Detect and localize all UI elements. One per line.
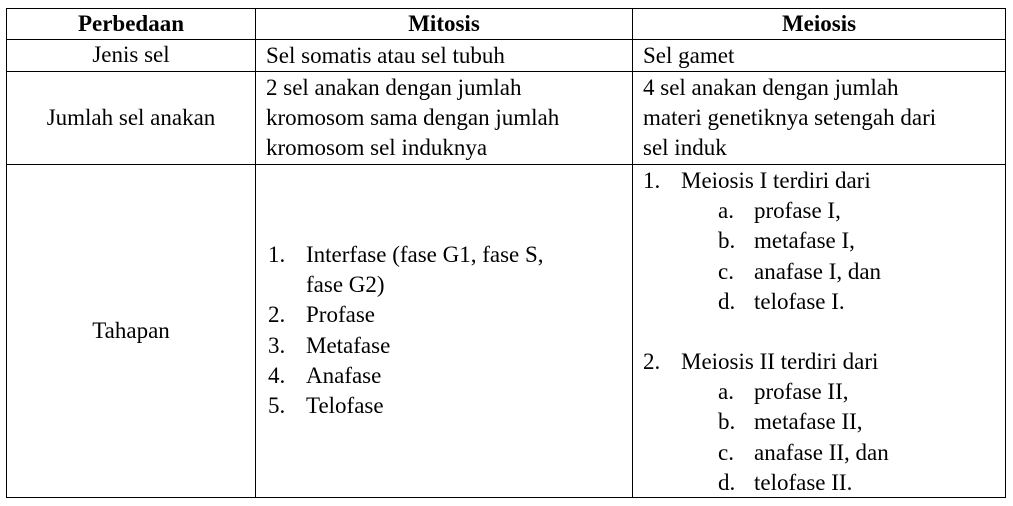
step-text: fase G2) bbox=[306, 272, 385, 298]
meiosis-substep bbox=[643, 377, 1005, 407]
jumlah-meiosis-line: materi genetiknya setengah dari bbox=[643, 105, 937, 131]
meiosis-substep bbox=[643, 226, 1005, 256]
row-jenis-sel-mitosis bbox=[255, 39, 633, 72]
step-text: Meiosis I terdiri dari bbox=[681, 168, 871, 193]
substep-letter: c. bbox=[718, 258, 734, 284]
step-text: Telofase bbox=[306, 393, 384, 419]
step-number: 2. bbox=[643, 349, 661, 375]
mitosis-step bbox=[268, 331, 632, 361]
meiosis-substep bbox=[643, 257, 1005, 287]
row-tahapan-mitosis bbox=[255, 164, 633, 498]
jumlah-mitosis-line: kromosom sel induknya bbox=[266, 135, 488, 161]
header-meiosis-text: Meiosis bbox=[781, 11, 857, 36]
step-number: 5. bbox=[268, 393, 286, 419]
step-text: Metafase bbox=[306, 332, 391, 358]
meiosis-substep bbox=[643, 438, 1005, 468]
row-tahapan-meiosis bbox=[632, 164, 1006, 498]
meiosis-substep bbox=[643, 468, 1005, 498]
mitosis-step bbox=[268, 240, 632, 300]
substep-text: telofase I. bbox=[754, 288, 845, 314]
step-number: 1. bbox=[268, 242, 286, 267]
substep-text: anafase I, dan bbox=[754, 258, 882, 284]
substep-text: metafase II, bbox=[754, 409, 863, 435]
step-number: 1. bbox=[643, 168, 661, 193]
substep-text: metafase I, bbox=[754, 228, 855, 254]
list-spacer bbox=[643, 317, 1005, 347]
step-text: Interfase (fase G1, fase S, bbox=[306, 242, 544, 267]
row-jumlah-meiosis bbox=[632, 71, 1006, 165]
substep-letter: d. bbox=[718, 469, 736, 495]
header-perbedaan-text: Perbedaan bbox=[77, 11, 185, 36]
step-text: Anafase bbox=[306, 362, 382, 388]
substep-text: anafase II, dan bbox=[754, 439, 889, 465]
step-number: 4. bbox=[268, 362, 286, 388]
row-jenis-sel-meiosis bbox=[632, 39, 1006, 72]
jumlah-sel-anakan-label: Jumlah sel anakan bbox=[46, 104, 216, 130]
substep-text: profase I, bbox=[754, 198, 841, 224]
meiosis-step bbox=[643, 347, 1005, 377]
substep-letter: a. bbox=[718, 198, 734, 224]
substep-letter: b. bbox=[718, 228, 736, 254]
substep-text: telofase II. bbox=[754, 469, 853, 495]
jumlah-meiosis-line: 4 sel anakan dengan jumlah bbox=[643, 75, 899, 100]
jumlah-meiosis-line: sel induk bbox=[643, 135, 727, 161]
jumlah-mitosis-line: kromosom sama dengan jumlah bbox=[266, 105, 560, 131]
meiosis-substep bbox=[643, 196, 1005, 226]
jenis-sel-mitosis-text: Sel somatis atau sel tubuh bbox=[266, 43, 505, 68]
substep-letter: b. bbox=[718, 409, 736, 435]
step-text: Profase bbox=[306, 302, 375, 328]
header-mitosis bbox=[255, 8, 633, 40]
jenis-sel-label: Jenis sel bbox=[92, 42, 170, 68]
mitosis-step bbox=[268, 391, 632, 421]
jumlah-mitosis-line: 2 sel anakan dengan jumlah bbox=[266, 75, 522, 100]
row-jumlah-mitosis bbox=[255, 71, 633, 165]
row-tahapan-label bbox=[6, 164, 256, 498]
meiosis-substep bbox=[643, 407, 1005, 437]
substep-text: profase II, bbox=[754, 379, 849, 405]
meiosis-step bbox=[643, 166, 1005, 196]
substep-letter: c. bbox=[718, 439, 734, 465]
header-meiosis bbox=[632, 8, 1006, 40]
header-perbedaan bbox=[6, 8, 256, 40]
meiosis-substep bbox=[643, 287, 1005, 317]
mitosis-step bbox=[268, 361, 632, 391]
jenis-sel-meiosis-text: Sel gamet bbox=[643, 43, 735, 68]
step-text: Meiosis II terdiri dari bbox=[681, 349, 879, 375]
row-jumlah-label bbox=[6, 71, 256, 165]
tahapan-label: Tahapan bbox=[92, 317, 170, 343]
mitosis-step bbox=[268, 300, 632, 330]
step-number: 2. bbox=[268, 302, 286, 328]
substep-letter: a. bbox=[718, 379, 734, 405]
step-number: 3. bbox=[268, 332, 286, 358]
header-mitosis-text: Mitosis bbox=[408, 11, 480, 36]
row-jenis-sel-label bbox=[6, 39, 256, 72]
substep-letter: d. bbox=[718, 288, 736, 314]
